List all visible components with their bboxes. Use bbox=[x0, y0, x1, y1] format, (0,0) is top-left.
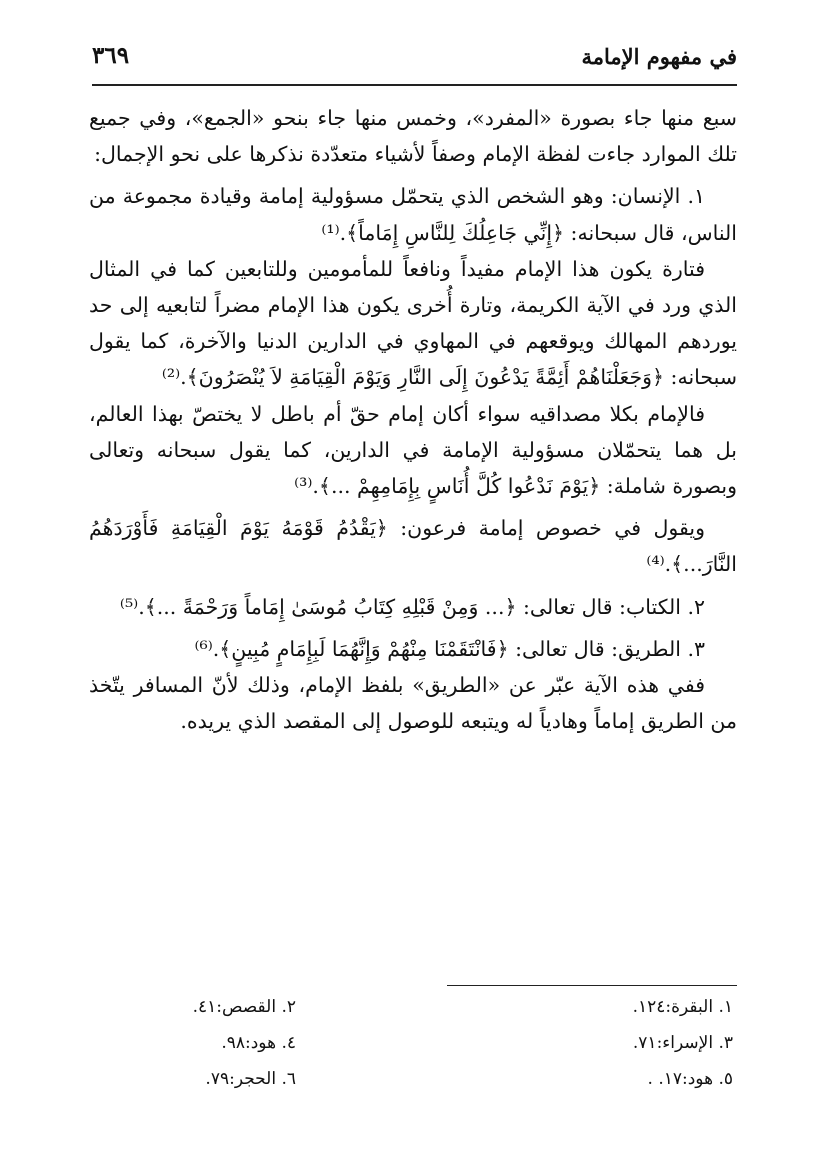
footnote: ٥. هود:١٧. . bbox=[647, 1069, 733, 1089]
footnote: ٢. القصص:٤١. bbox=[192, 997, 296, 1017]
numbered-item-path: ٣. الطريق: قال تعالى: ﴿فَانْتَقَمْنَا مِنْهُمْ وَإِنَّهُمَا لَبِإِمَامٍ مُبِينٍ﴾.⁽⁶⁾ bbox=[194, 636, 705, 661]
running-title: في مفهوم الإمامة bbox=[581, 44, 737, 69]
paragraph: فتارة يكون هذا الإمام مفيداً ونافعاً للمأمومين وللتابعين كما في المثال الذي ورد في الآية الكريمة، وتارة أُخرى يكون هذا الإمام مضراً لتابعيه إلى حد يوردهم المهالك ويوقعهم في المهاوي في الدارين الدنيا والآخرة، كما يقول سبحانه: ﴿وَجَعَلْنَاهُمْ أَئِمَّةً يَدْعُونَ إِلَى النَّارِ وَيَوْمَ الْقِيَامَةِ لاَ يُنْصَرُونَ﴾.⁽²⁾ bbox=[89, 256, 737, 390]
page-header bbox=[92, 38, 737, 86]
footnote-divider bbox=[447, 985, 737, 986]
numbered-item-book: ٢. الكتاب: قال تعالى: ﴿... وَمِنْ قَبْلِهِ كِتَابُ مُوسَىٰ إِمَاماً وَرَحْمَةً ...﴾.⁽⁵⁾ bbox=[119, 594, 705, 619]
main-text bbox=[89, 100, 737, 739]
footnote: ١. البقرة:١٢٤. bbox=[632, 997, 733, 1017]
numbered-item-human: ١. الإنسان: وهو الشخص الذي يتحمّل مسؤولية إمامة وقيادة مجموعة من الناس، قال سبحانه: ﴿إِنِّي جَاعِلُكَ لِلنَّاسِ إِمَاماً﴾.⁽¹⁾ bbox=[89, 184, 737, 245]
footnote: ٤. هود:٩٨. bbox=[221, 1033, 296, 1053]
footnote: ٣. الإسراء:٧١. bbox=[632, 1033, 733, 1053]
page-number: ٣٦٩ bbox=[92, 42, 130, 69]
paragraph: سبع منها جاء بصورة «المفرد»، وخمس منها جاء بنحو «الجمع»، وفي جميع تلك الموارد جاءت لفظة الإمام وصفاً لأشياء متعدّدة نذكرها على نحو الإجمال: bbox=[89, 106, 737, 167]
footnote: ٦. الحجر:٧٩. bbox=[205, 1069, 296, 1089]
paragraph: فالإمام بكلا مصداقيه سواء أكان إمام حقّ أم باطل لا يختصّ بهذا العالم، بل هما يتحمّلان مسؤولية الإمامة في الدارين، كما يقول سبحانه وتعالى وبصورة شاملة: ﴿يَوْمَ نَدْعُوا كُلَّ أُنَاسٍ بِإِمَامِهِمْ ...﴾.⁽³⁾ bbox=[89, 401, 737, 499]
paragraph: ففي هذه الآية عبّر عن «الطريق» بلفظ الإمام، وذلك لأنّ المسافر يتّخذ من الطريق إماماً وهادياً له ويتبعه للوصول إلى المقصد الذي يريده. bbox=[89, 673, 737, 734]
paragraph: ويقول في خصوص إمامة فرعون: ﴿يَقْدُمُ قَوْمَهُ يَوْمَ الْقِيَامَةِ فَأَوْرَدَهُمُ النَّارَ...﴾.⁽⁴⁾ bbox=[89, 516, 737, 577]
